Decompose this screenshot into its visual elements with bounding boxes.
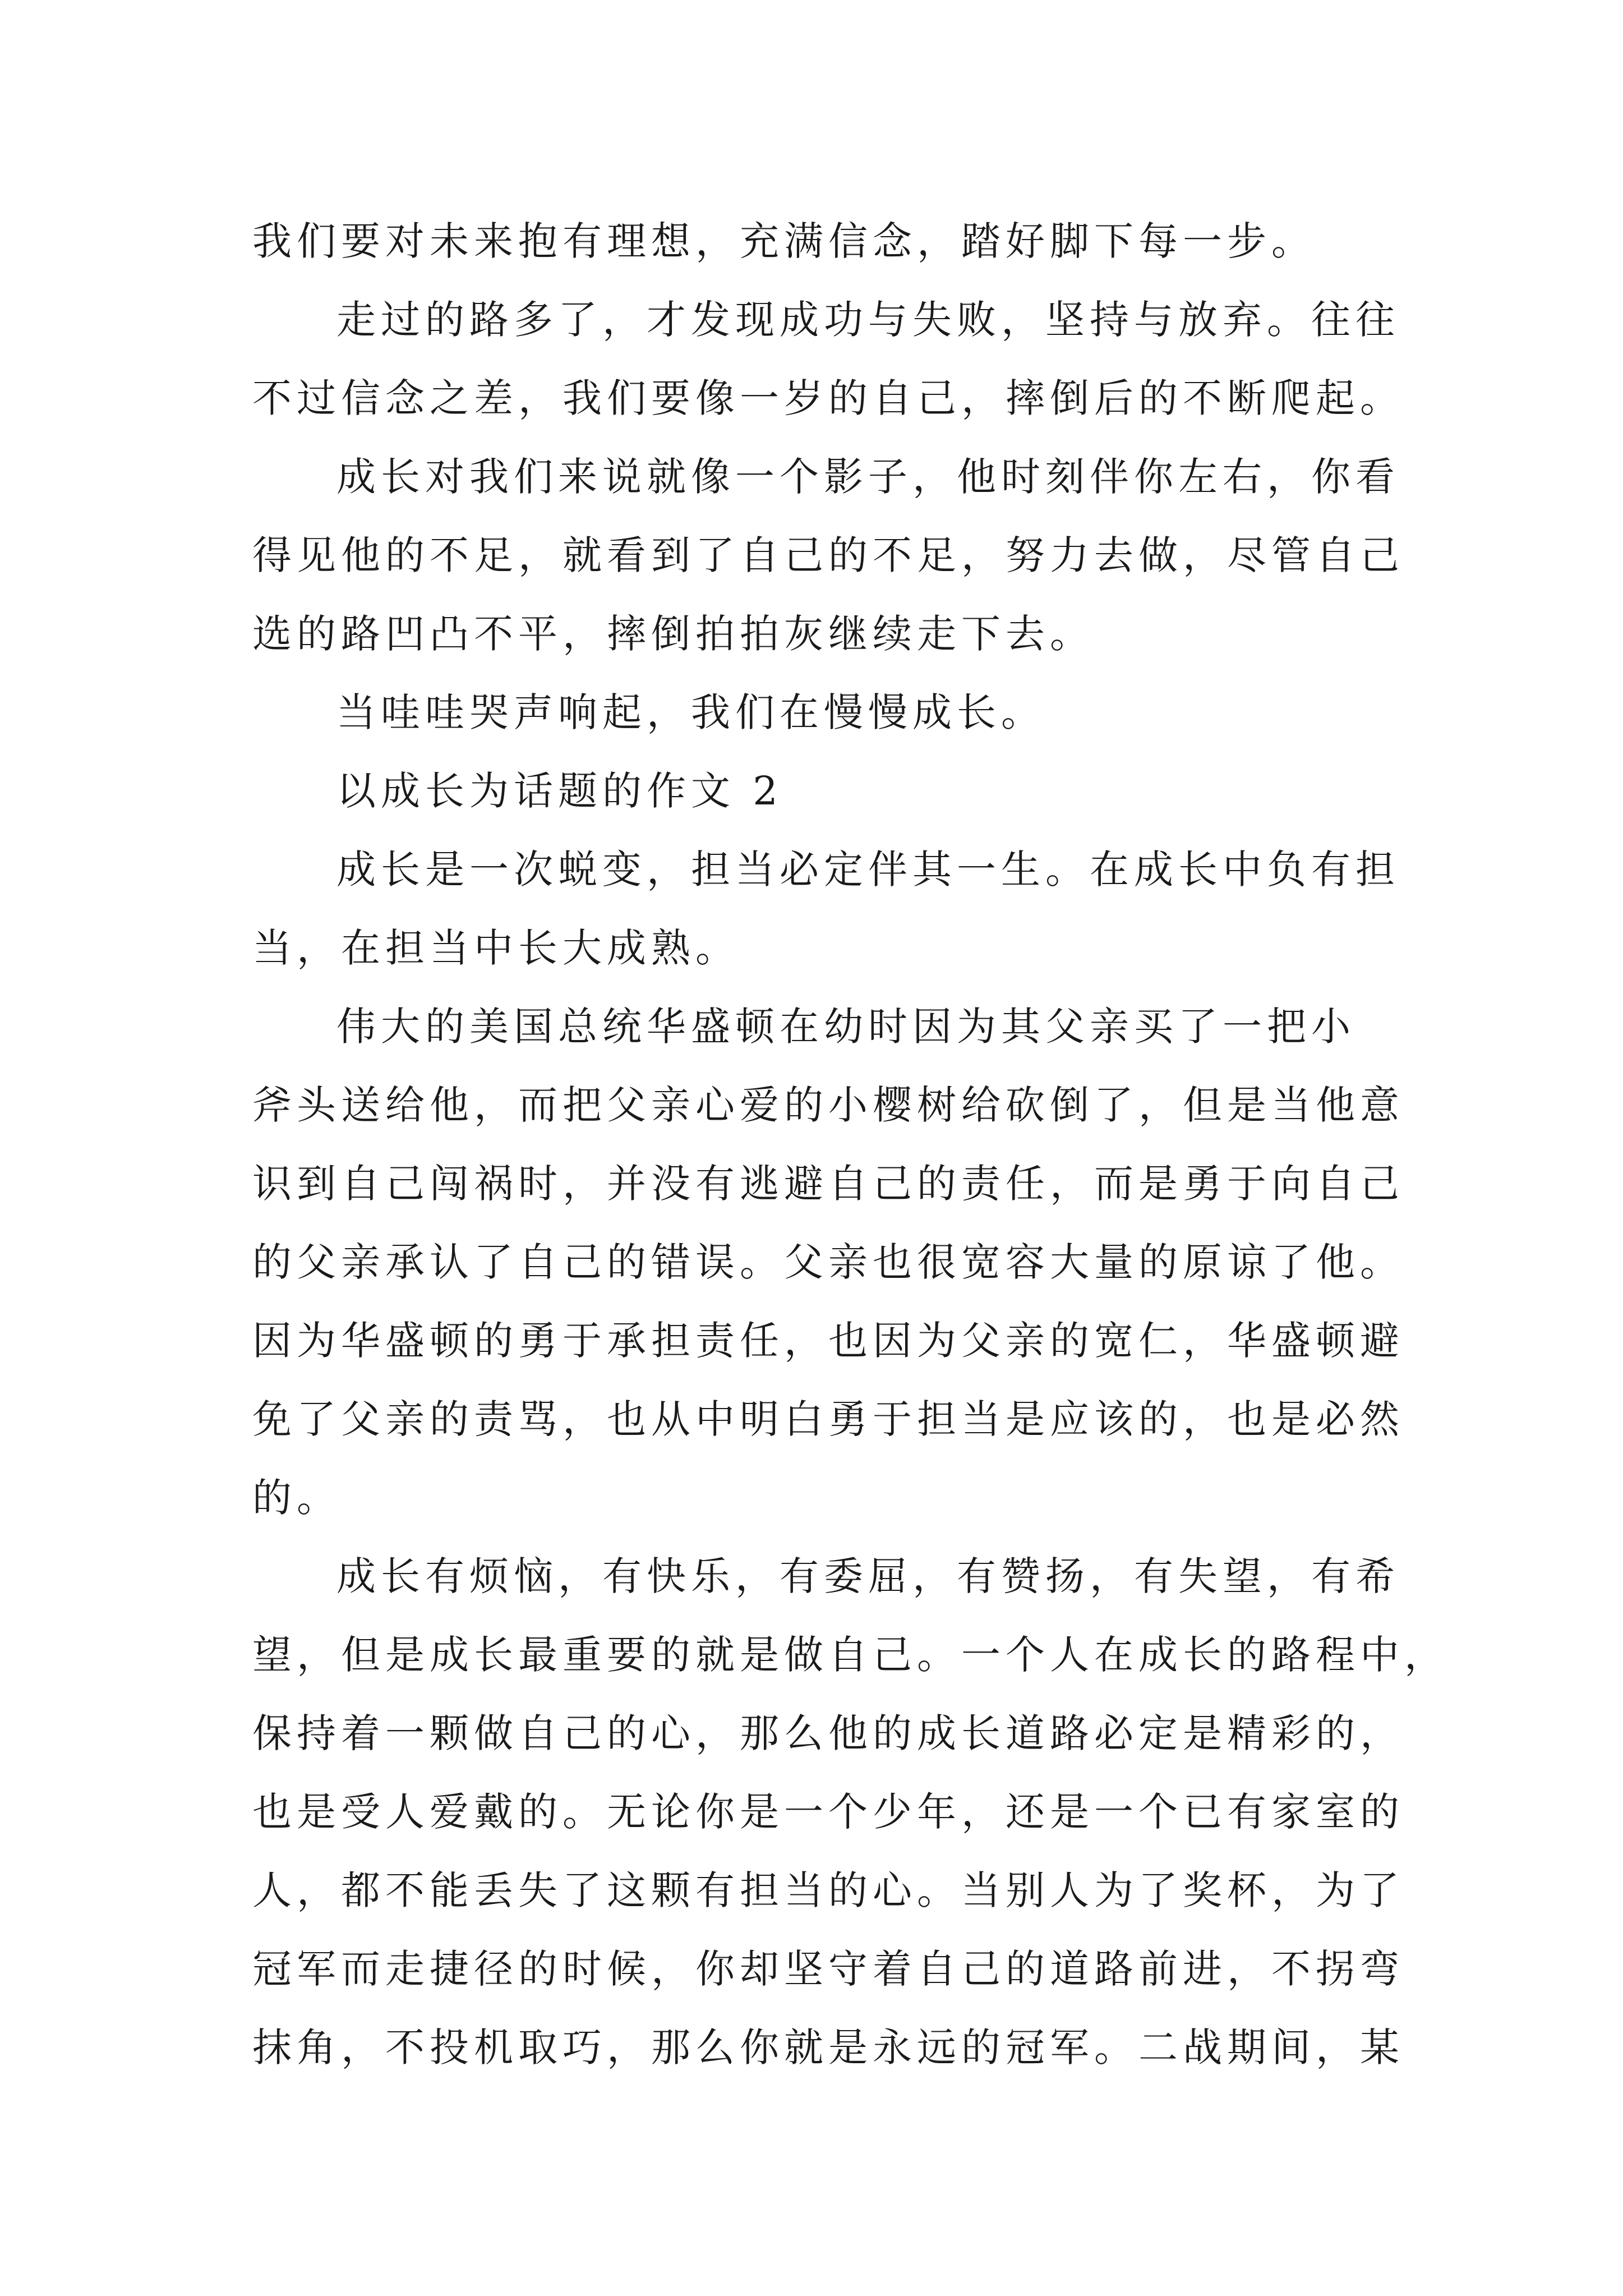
- section-heading: 以成长为话题的作文 2: [336, 768, 783, 814]
- text-line: 的父亲承认了自己的错误。父亲也很宽容大量的原谅了他。: [252, 1239, 1404, 1285]
- text-line: 望，但是成长最重要的就是做自己。一个人在成长的路程中，: [252, 1632, 1449, 1678]
- text-line: 也是受人爱戴的。无论你是一个少年，还是一个已有家室的: [252, 1789, 1404, 1835]
- text-line: 成长有烦恼，有快乐，有委屈，有赞扬，有失望，有希: [336, 1553, 1400, 1599]
- text-line: 人，都不能丢失了这颗有担当的心。当别人为了奖杯，为了: [252, 1867, 1404, 1913]
- text-line: 伟大的美国总统华盛顿在幼时因为其父亲买了一把小: [336, 1004, 1355, 1050]
- text-line: 走过的路多了，才发现成功与失败，坚持与放弃。往往: [336, 297, 1400, 343]
- text-line: 因为华盛顿的勇于承担责任，也因为父亲的宽仁，华盛顿避: [252, 1318, 1404, 1364]
- text-line: 得见他的不足，就看到了自己的不足，努力去做，尽管自己: [252, 532, 1404, 578]
- text-line: 我们要对未来抱有理想，充满信念，踏好脚下每一步。: [252, 218, 1316, 264]
- text-line: 免了父亲的责骂，也从中明白勇于担当是应该的，也是必然: [252, 1396, 1404, 1442]
- text-line: 当，在担当中长大成熟。: [252, 925, 740, 971]
- text-line: 的。: [252, 1475, 341, 1521]
- text-line: 成长是一次蜕变，担当必定伴其一生。在成长中负有担: [336, 846, 1400, 892]
- text-line: 识到自己闯祸时，并没有逃避自己的责任，而是勇于向自己: [252, 1161, 1404, 1207]
- text-line: 当哇哇哭声响起，我们在慢慢成长。: [336, 689, 1045, 735]
- text-line: 成长对我们来说就像一个影子，他时刻伴你左右，你看: [336, 454, 1400, 500]
- text-line: 不过信念之差，我们要像一岁的自己，摔倒后的不断爬起。: [252, 375, 1404, 421]
- text-line: 斧头送给他，而把父亲心爱的小樱树给砍倒了，但是当他意: [252, 1082, 1404, 1128]
- text-line: 抹角，不投机取巧，那么你就是永远的冠军。二战期间，某: [252, 2024, 1404, 2070]
- text-line: 选的路凹凸不平，摔倒拍拍灰继续走下去。: [252, 611, 1094, 657]
- text-line: 保持着一颗做自己的心，那么他的成长道路必定是精彩的，: [252, 1710, 1404, 1756]
- text-line: 冠军而走捷径的时候，你却坚守着自己的道路前进，不拐弯: [252, 1946, 1404, 1992]
